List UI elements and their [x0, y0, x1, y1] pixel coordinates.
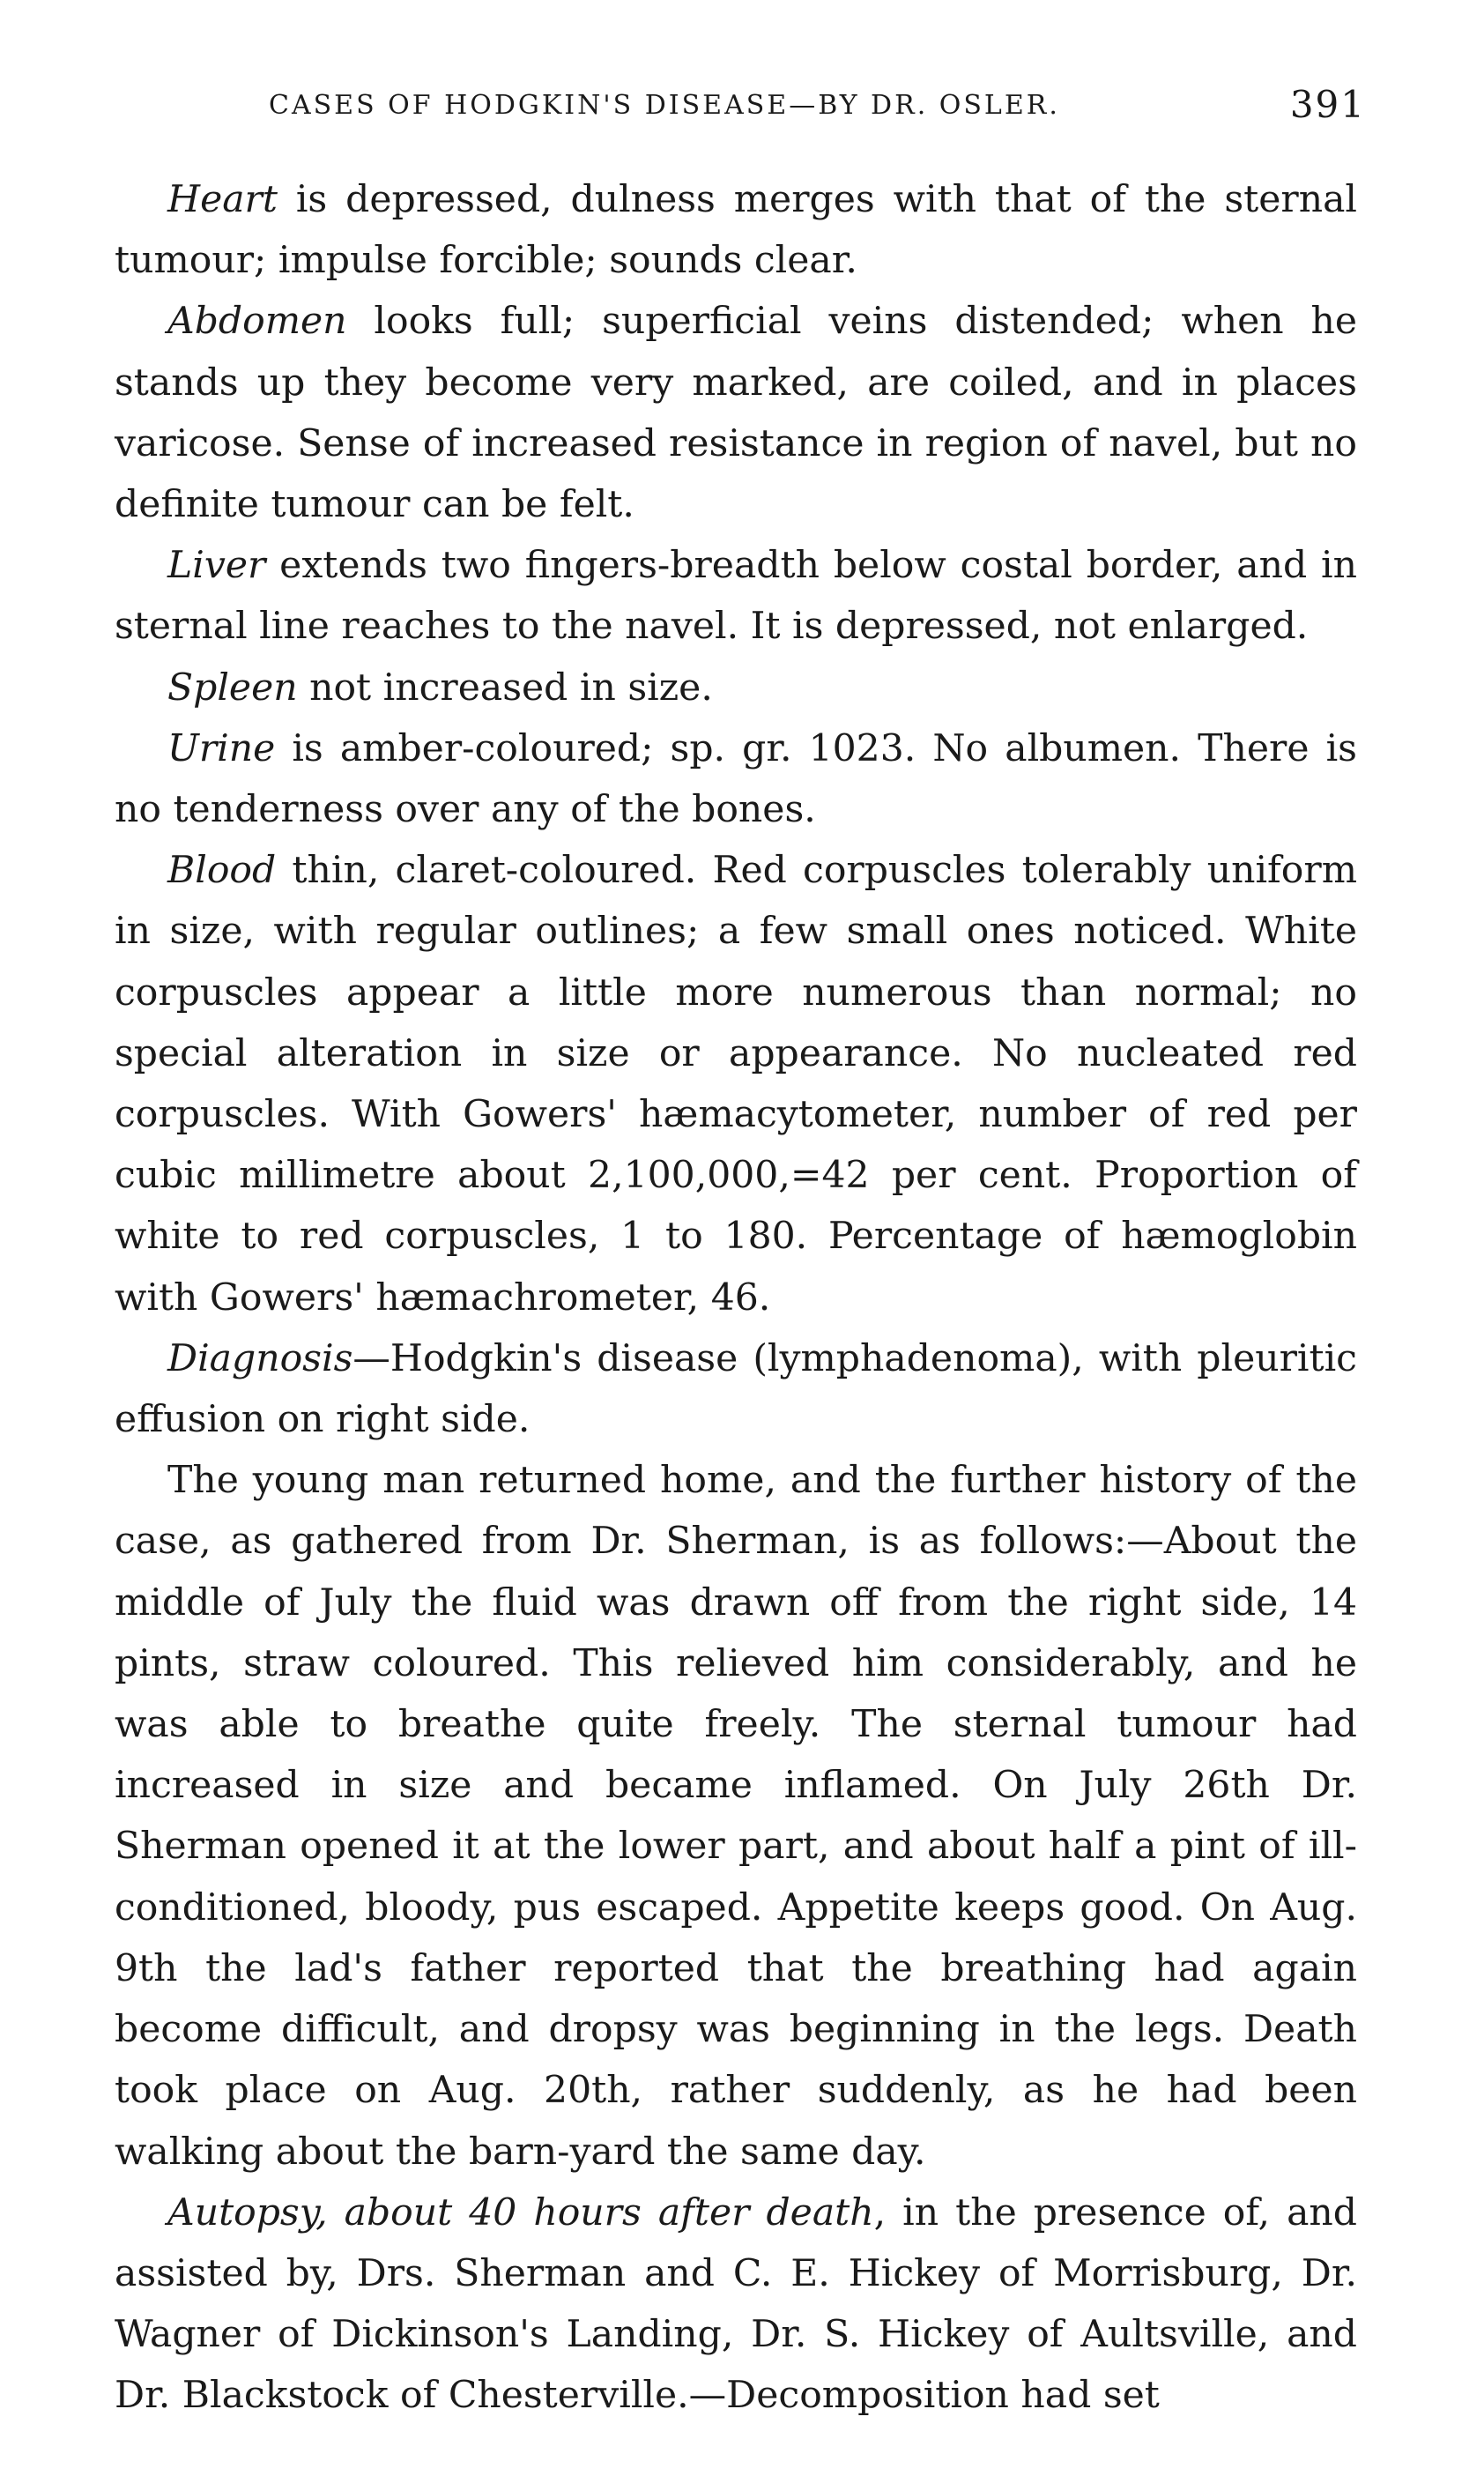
paragraph-lead: Liver [167, 544, 266, 588]
body-text [115, 169, 1357, 2427]
paragraph-text: thin, claret-coloured. Red corpuscles tolerably uniform in size, with regular outlines; a few small ones noticed. White corpuscles appear a little more numerous than normal; no special alteration in size or appearance. No nucleated red corpuscles. With Gowers' hæmacytometer, number of red per cubic millimetre about 2,100,000,=42 per cent. Proportion of white to red corpuscles, 1 to 180. Percentage of hæmoglobin with Gowers' hæmachrometer, 46. [115, 849, 1357, 1320]
paragraph-text: looks full; superficial veins distended; when he stands up they become very marked, are coiled, and in places varicose. Sense of increased resistance in region of navel, but no definite tumour can be felt. [115, 300, 1357, 527]
running-head [115, 81, 1366, 134]
paragraph-abdomen [115, 291, 1357, 535]
paragraph-spleen [115, 658, 1357, 718]
paragraph-text: is depressed, dulness merges with that of the sternal tumour; impulse forcible; sounds clear. [115, 178, 1357, 283]
paragraph-history [115, 1450, 1357, 2182]
paragraph-urine [115, 718, 1357, 840]
page-number: 391 [1289, 83, 1366, 126]
paragraph-text: not increased in size. [297, 666, 713, 710]
paragraph-lead: Abdomen [167, 300, 347, 344]
paragraph-lead: Blood [167, 849, 277, 893]
paragraph-text: , in the presence of, and assisted by, Drs. Sherman and C. E. Hickey of Morrisburg, Dr. Wagner of Dickinson's Landing, Dr. S. Hickey of Aultsville, and Dr. Blackstock of Chesterville.—Decomposition had set [115, 2190, 1357, 2418]
paragraph-autopsy [115, 2182, 1357, 2427]
paragraph-heart [115, 169, 1357, 291]
paragraph-diagnosis [115, 1328, 1357, 1450]
paragraph-lead: Spleen [167, 666, 298, 710]
paragraph-text: extends two fingers-breadth below costal border, and in sternal line reaches to the navel. It is depressed, not enlarged. [115, 544, 1357, 649]
running-title: CASES OF HODGKIN'S DISEASE—BY DR. OSLER. [269, 90, 1060, 121]
paragraph-lead: Diagnosis [167, 1336, 353, 1380]
paragraph-lead: Autopsy, about 40 hours after death [167, 2190, 874, 2234]
paragraph-text: The young man returned home, and the further history of the case, as gathered from Dr. Sherman, is as follows:—About the middle of July the fluid was drawn off from the right side, 14 pints, straw coloured. This relieved him considerably, and he was able to breathe quite freely. The sternal tumour had increased in size and became inflamed. On July 26th Dr. Sherman opened it at the lower part, and about half a pint of ill-conditioned, bloody, pus escaped. Appetite keeps good. On Aug. 9th the lad's father reported that the breathing had again become difficult, and dropsy was beginning in the legs. Death took place on Aug. 20th, rather suddenly, as he had been walking about the barn-yard the same day. [115, 1459, 1357, 2174]
paragraph-text: —Hodgkin's disease (lymphadenoma), with pleuritic effusion on right side. [115, 1336, 1357, 1442]
paragraph-lead: Heart [167, 178, 278, 221]
paragraph-text: is amber-coloured; sp. gr. 1023. No albumen. There is no tenderness over any of the bones. [115, 726, 1357, 832]
paragraph-liver [115, 535, 1357, 657]
paragraph-lead: Urine [167, 726, 276, 770]
paragraph-blood [115, 840, 1357, 1328]
